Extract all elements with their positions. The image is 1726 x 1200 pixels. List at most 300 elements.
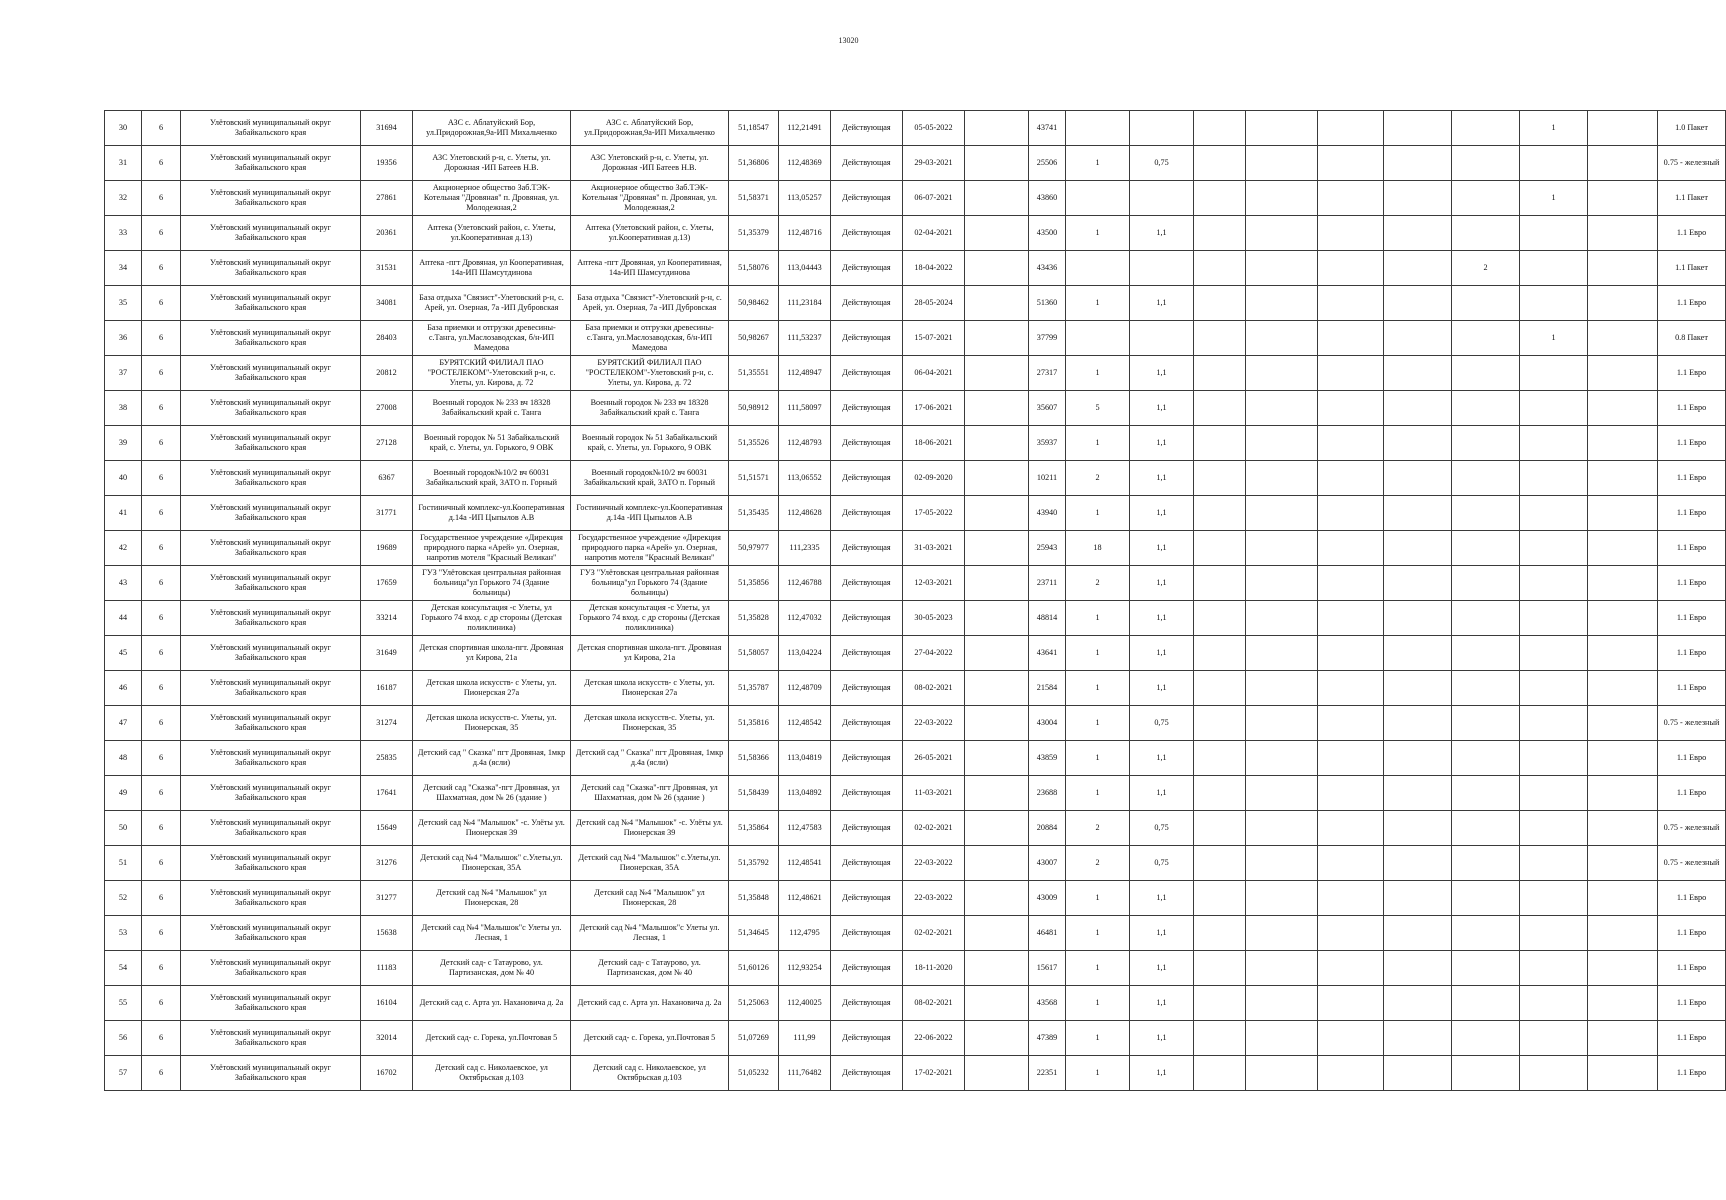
empty-cell [1194,1056,1246,1091]
object-name-cell: Детский сад- с Татаурово, ул. Партизанская, дом № 40 [413,951,571,986]
empty-cell [965,811,1029,846]
status-cell: Действующая [831,181,903,216]
site-code-cell: 43436 [1029,251,1066,286]
empty-cell [1384,391,1452,426]
longitude-cell: 112,48793 [779,426,831,461]
empty-cell [965,216,1029,251]
container-type-cell: 0.75 - железный [1658,846,1726,881]
container-count-cell: 1 [1066,1056,1130,1091]
empty-cell [1588,881,1658,916]
empty-cell [965,111,1029,146]
date-cell: 26-05-2021 [903,741,965,776]
site-code-cell: 35937 [1029,426,1066,461]
empty-cell [1246,181,1318,216]
empty-cell [1588,566,1658,601]
date-cell: 08-02-2021 [903,671,965,706]
container-count-cell: 1 [1066,951,1130,986]
empty-cell [1194,146,1246,181]
district-cell: Улётовский муниципальный округ Забайкальского края [181,671,361,706]
container-type-cell: 1.1 Евро [1658,216,1726,251]
empty-cell [1318,951,1384,986]
empty-cell [1384,706,1452,741]
empty-cell [1194,881,1246,916]
row-number-cell: 51 [105,846,142,881]
empty-cell [1246,426,1318,461]
zone-cell: 6 [142,566,181,601]
container-count-cell: 2 [1066,811,1130,846]
zone-cell: 6 [142,181,181,216]
extra-count-cell [1520,881,1588,916]
site-code-cell: 25506 [1029,146,1066,181]
object-address-cell: Детский сад " Сказка" пгт Дровяная, 1мкр д.4а (ясли) [571,741,729,776]
district-cell: Улётовский муниципальный округ Забайкальского края [181,636,361,671]
row-number-cell: 42 [105,531,142,566]
latitude-cell: 51,35379 [729,216,779,251]
district-cell: Улётовский муниципальный округ Забайкальского края [181,1056,361,1091]
longitude-cell: 111,23184 [779,286,831,321]
extra-count-cell [1520,916,1588,951]
site-code-cell: 48814 [1029,601,1066,636]
table-row [105,671,1726,706]
container-volume-cell: 0,75 [1130,706,1194,741]
longitude-cell: 113,04443 [779,251,831,286]
row-number-cell: 32 [105,181,142,216]
object-address-cell: Детский сад- с Татаурово, ул. Партизанская, дом № 40 [571,951,729,986]
row-number-cell: 47 [105,706,142,741]
container-type-cell: 1.1 Евро [1658,776,1726,811]
empty-cell [1246,811,1318,846]
extra-count-cell [1452,391,1520,426]
empty-cell [1318,916,1384,951]
district-cell: Улётовский муниципальный округ Забайкальского края [181,181,361,216]
table-row [105,251,1726,286]
extra-count-cell [1452,1021,1520,1056]
longitude-cell: 112,48709 [779,671,831,706]
object-address-cell: Детский сад №4 "Малышок" с.Улеты,ул. Пионерская, 35А [571,846,729,881]
empty-cell [965,321,1029,356]
district-cell: Улётовский муниципальный округ Забайкальского края [181,706,361,741]
container-count-cell: 1 [1066,356,1130,391]
container-volume-cell: 0,75 [1130,146,1194,181]
district-cell: Улётовский муниципальный округ Забайкальского края [181,566,361,601]
district-cell: Улётовский муниципальный округ Забайкальского края [181,111,361,146]
table-row [105,321,1726,356]
status-cell: Действующая [831,391,903,426]
longitude-cell: 113,05257 [779,181,831,216]
date-cell: 11-03-2021 [903,776,965,811]
extra-count-cell [1520,1021,1588,1056]
object-name-cell: Акционерное общество Заб.ТЭК-Котельная "Дровяная" п. Дровяная, ул. Молодежная,2 [413,181,571,216]
empty-cell [1246,461,1318,496]
empty-cell [1384,741,1452,776]
object-address-cell: Детский сад- с. Горека, ул.Почтовая 5 [571,1021,729,1056]
empty-cell [1384,286,1452,321]
empty-cell [1194,776,1246,811]
latitude-cell: 51,25063 [729,986,779,1021]
empty-cell [1384,111,1452,146]
zone-cell: 6 [142,776,181,811]
longitude-cell: 112,48947 [779,356,831,391]
extra-count-cell: 1 [1520,111,1588,146]
object-name-cell: ГУЗ "Улётовская центральная районная больница"ул Горького 74 (Здание больницы) [413,566,571,601]
zone-cell: 6 [142,356,181,391]
date-cell: 30-05-2023 [903,601,965,636]
empty-cell [1246,846,1318,881]
zone-cell: 6 [142,1021,181,1056]
extra-count-cell [1520,846,1588,881]
empty-cell [1246,881,1318,916]
extra-count-cell [1452,111,1520,146]
district-cell: Улётовский муниципальный округ Забайкальского края [181,251,361,286]
extra-count-cell [1520,496,1588,531]
empty-cell [965,251,1029,286]
empty-cell [1384,986,1452,1021]
row-number-cell: 41 [105,496,142,531]
object-address-cell: База приемки и отгрузки древесины-с.Танга, ул.Маслозаводская, б/н-ИП Мамедова [571,321,729,356]
site-code-cell: 43007 [1029,846,1066,881]
row-number-cell: 50 [105,811,142,846]
status-cell: Действующая [831,951,903,986]
container-type-cell: 1.1 Пакет [1658,181,1726,216]
container-count-cell: 2 [1066,461,1130,496]
empty-cell [965,636,1029,671]
object-name-cell: Детский сад №4 "Малышок"с Улеты ул. Лесная, 1 [413,916,571,951]
object-name-cell: Аптека (Улетовский район, с. Улеты, ул.Кооперативная д.13) [413,216,571,251]
row-number-cell: 38 [105,391,142,426]
date-cell: 02-04-2021 [903,216,965,251]
empty-cell [1588,496,1658,531]
row-number-cell: 36 [105,321,142,356]
empty-cell [1194,496,1246,531]
table-row [105,356,1726,391]
empty-cell [1384,356,1452,391]
extra-count-cell [1452,916,1520,951]
object-name-cell: База отдыха "Связист"-Улетовский р-н, с. Арей, ул. Озерная, 7а -ИП Дубровская [413,286,571,321]
longitude-cell: 112,93254 [779,951,831,986]
table-row [105,216,1726,251]
empty-cell [1194,531,1246,566]
object-address-cell: Детская консультация -с Улеты, ул Горького 74 вход. с др стороны (Детская поликлиника) [571,601,729,636]
table-row [105,496,1726,531]
object-address-cell: Военный городок№10/2 вч 60031 Забайкальский край, ЗАТО п. Горный [571,461,729,496]
object-id-cell: 27008 [361,391,413,426]
extra-count-cell [1452,181,1520,216]
date-cell: 08-02-2021 [903,986,965,1021]
container-type-cell: 1.1 Евро [1658,531,1726,566]
status-cell: Действующая [831,321,903,356]
container-volume-cell: 1,1 [1130,356,1194,391]
extra-count-cell [1452,881,1520,916]
district-cell: Улётовский муниципальный округ Забайкальского края [181,531,361,566]
object-address-cell: Гостиничный комплекс-ул.Кооперативная д.14а -ИП Цыпылов А.В [571,496,729,531]
district-cell: Улётовский муниципальный округ Забайкальского края [181,286,361,321]
container-volume-cell: 0,75 [1130,811,1194,846]
site-code-cell: 43641 [1029,636,1066,671]
longitude-cell: 112,48541 [779,846,831,881]
empty-cell [1384,846,1452,881]
empty-cell [1194,391,1246,426]
district-cell: Улётовский муниципальный округ Забайкальского края [181,951,361,986]
row-number-cell: 55 [105,986,142,1021]
empty-cell [1246,706,1318,741]
extra-count-cell [1452,461,1520,496]
empty-cell [1194,251,1246,286]
container-type-cell: 1.1 Евро [1658,671,1726,706]
extra-count-cell: 1 [1520,321,1588,356]
object-id-cell: 31771 [361,496,413,531]
status-cell: Действующая [831,1021,903,1056]
object-name-cell: Детская школа искусств-с. Улеты, ул. Пионерская, 35 [413,706,571,741]
table-row [105,916,1726,951]
empty-cell [1588,636,1658,671]
object-address-cell: Детский сад с. Арта ул. Нахановича д. 2а [571,986,729,1021]
latitude-cell: 51,35435 [729,496,779,531]
empty-cell [1194,601,1246,636]
empty-cell [1384,216,1452,251]
site-code-cell: 21584 [1029,671,1066,706]
site-code-cell: 22351 [1029,1056,1066,1091]
latitude-cell: 51,60126 [729,951,779,986]
row-number-cell: 56 [105,1021,142,1056]
container-volume-cell: 1,1 [1130,916,1194,951]
table-row [105,601,1726,636]
container-volume-cell [1130,111,1194,146]
date-cell: 28-05-2024 [903,286,965,321]
zone-cell: 6 [142,951,181,986]
container-volume-cell: 1,1 [1130,986,1194,1021]
object-name-cell: Детский сад "Сказка"-пгт Дровяная, ул Шахматная, дом № 26 (здание ) [413,776,571,811]
empty-cell [1384,181,1452,216]
empty-cell [1588,216,1658,251]
latitude-cell: 50,97977 [729,531,779,566]
empty-cell [1588,741,1658,776]
table-row [105,1056,1726,1091]
zone-cell: 6 [142,426,181,461]
object-id-cell: 15649 [361,811,413,846]
object-id-cell: 31274 [361,706,413,741]
object-address-cell: Военный городок № 51 Забайкальский край, с. Улеты, ул. Горького, 9 ОВК [571,426,729,461]
table-row [105,636,1726,671]
district-cell: Улётовский муниципальный округ Забайкальского края [181,986,361,1021]
empty-cell [1588,951,1658,986]
empty-cell [1588,601,1658,636]
object-name-cell: Гостиничный комплекс-ул.Кооперативная д.14а -ИП Цыпылов А.В [413,496,571,531]
container-count-cell: 1 [1066,496,1130,531]
object-id-cell: 16702 [361,1056,413,1091]
page-number: 13020 [838,36,859,45]
date-cell: 12-03-2021 [903,566,965,601]
empty-cell [1588,391,1658,426]
empty-cell [965,356,1029,391]
object-name-cell: АЗС Улетовский р-н, с. Улеты, ул. Дорожная -ИП Батеев Н.В. [413,146,571,181]
container-type-cell: 1.1 Евро [1658,741,1726,776]
empty-cell [1194,986,1246,1021]
site-code-cell: 43568 [1029,986,1066,1021]
extra-count-cell [1452,146,1520,181]
empty-cell [1588,426,1658,461]
site-code-cell: 35607 [1029,391,1066,426]
latitude-cell: 51,58439 [729,776,779,811]
longitude-cell: 111,53237 [779,321,831,356]
object-id-cell: 15638 [361,916,413,951]
container-count-cell: 1 [1066,286,1130,321]
row-number-cell: 54 [105,951,142,986]
zone-cell: 6 [142,286,181,321]
object-id-cell: 6367 [361,461,413,496]
extra-count-cell [1520,146,1588,181]
date-cell: 18-04-2022 [903,251,965,286]
container-volume-cell [1130,251,1194,286]
empty-cell [1246,1021,1318,1056]
zone-cell: 6 [142,706,181,741]
object-address-cell: АЗС Улетовский р-н, с. Улеты, ул. Дорожная -ИП Батеев Н.В. [571,146,729,181]
container-count-cell: 1 [1066,426,1130,461]
object-id-cell: 27128 [361,426,413,461]
table-row [105,776,1726,811]
empty-cell [965,426,1029,461]
table-row [105,286,1726,321]
object-address-cell: Детская спортивная школа-пгт. Дровяная ул Кирова, 21а [571,636,729,671]
object-name-cell: БУРЯТСКИЙ ФИЛИАЛ ПАО "РОСТЕЛЕКОМ"-Улетовский р-н, с. Улеты, ул. Кирова, д. 72 [413,356,571,391]
site-code-cell: 47389 [1029,1021,1066,1056]
empty-cell [1194,1021,1246,1056]
container-type-cell: 0.75 - железный [1658,146,1726,181]
district-cell: Улётовский муниципальный округ Забайкальского края [181,741,361,776]
container-type-cell: 1.1 Евро [1658,951,1726,986]
empty-cell [1588,461,1658,496]
site-code-cell: 43940 [1029,496,1066,531]
empty-cell [1384,601,1452,636]
longitude-cell: 112,48542 [779,706,831,741]
table-row [105,951,1726,986]
container-count-cell [1066,321,1130,356]
empty-cell [1194,951,1246,986]
table-row [105,881,1726,916]
object-name-cell: Государственное учреждение «Дирекция природного парка «Арей» ул. Озерная, напротив мотеля "Красный Великан" [413,531,571,566]
empty-cell [1318,566,1384,601]
table-row [105,181,1726,216]
zone-cell: 6 [142,741,181,776]
empty-cell [965,1056,1029,1091]
object-id-cell: 31694 [361,111,413,146]
latitude-cell: 51,35787 [729,671,779,706]
status-cell: Действующая [831,776,903,811]
date-cell: 06-04-2021 [903,356,965,391]
longitude-cell: 113,04224 [779,636,831,671]
zone-cell: 6 [142,146,181,181]
table-row [105,566,1726,601]
container-type-cell: 1.1 Евро [1658,986,1726,1021]
empty-cell [1384,671,1452,706]
object-id-cell: 19356 [361,146,413,181]
site-code-cell: 27317 [1029,356,1066,391]
longitude-cell: 112,21491 [779,111,831,146]
empty-cell [965,391,1029,426]
object-address-cell: Детский сад №4 "Малышок"с Улеты ул. Лесная, 1 [571,916,729,951]
empty-cell [1246,356,1318,391]
empty-cell [1194,671,1246,706]
empty-cell [1384,916,1452,951]
object-address-cell: Акционерное общество Заб.ТЭК-Котельная "Дровяная" п. Дровяная, ул. Молодежная,2 [571,181,729,216]
container-count-cell: 1 [1066,636,1130,671]
object-id-cell: 11183 [361,951,413,986]
empty-cell [1384,566,1452,601]
empty-cell [1318,391,1384,426]
empty-cell [1194,846,1246,881]
table-row [105,111,1726,146]
date-cell: 05-05-2022 [903,111,965,146]
object-name-cell: Детская консультация -с Улеты, ул Горького 74 вход. с др стороны (Детская поликлиника) [413,601,571,636]
status-cell: Действующая [831,566,903,601]
empty-cell [965,741,1029,776]
empty-cell [1384,951,1452,986]
date-cell: 15-07-2021 [903,321,965,356]
status-cell: Действующая [831,531,903,566]
container-type-cell: 1.1 Евро [1658,426,1726,461]
date-cell: 18-11-2020 [903,951,965,986]
extra-count-cell [1520,461,1588,496]
latitude-cell: 51,07269 [729,1021,779,1056]
container-volume-cell [1130,321,1194,356]
empty-cell [1318,531,1384,566]
row-number-cell: 40 [105,461,142,496]
row-number-cell: 49 [105,776,142,811]
empty-cell [965,671,1029,706]
extra-count-cell [1452,566,1520,601]
container-volume-cell: 1,1 [1130,1021,1194,1056]
empty-cell [1588,146,1658,181]
extra-count-cell [1452,426,1520,461]
empty-cell [1318,286,1384,321]
district-cell: Улётовский муниципальный округ Забайкальского края [181,1021,361,1056]
registry-body [105,111,1726,1091]
latitude-cell: 51,35856 [729,566,779,601]
date-cell: 02-02-2021 [903,916,965,951]
container-volume-cell: 0,75 [1130,846,1194,881]
longitude-cell: 112,4795 [779,916,831,951]
longitude-cell: 111,76482 [779,1056,831,1091]
container-volume-cell: 1,1 [1130,496,1194,531]
table-row [105,146,1726,181]
empty-cell [965,601,1029,636]
object-name-cell: Детский сад №4 "Малышок" с.Улеты,ул. Пионерская, 35А [413,846,571,881]
object-name-cell: Детский сад с. Николаевское, ул Октябрьская д.103 [413,1056,571,1091]
empty-cell [1194,426,1246,461]
latitude-cell: 51,58057 [729,636,779,671]
district-cell: Улётовский муниципальный округ Забайкальского края [181,811,361,846]
container-count-cell [1066,181,1130,216]
container-count-cell: 1 [1066,986,1130,1021]
object-address-cell: Аптека (Улетовский район, с. Улеты, ул.Кооперативная д.13) [571,216,729,251]
container-count-cell: 1 [1066,601,1130,636]
container-type-cell: 1.1 Евро [1658,916,1726,951]
extra-count-cell [1452,286,1520,321]
container-count-cell: 1 [1066,776,1130,811]
zone-cell: 6 [142,531,181,566]
object-name-cell: Детский сад- с. Горека, ул.Почтовая 5 [413,1021,571,1056]
latitude-cell: 51,35816 [729,706,779,741]
empty-cell [1246,531,1318,566]
district-cell: Улётовский муниципальный округ Забайкальского края [181,601,361,636]
table-row [105,1021,1726,1056]
empty-cell [1588,986,1658,1021]
container-count-cell [1066,111,1130,146]
empty-cell [1194,636,1246,671]
object-address-cell: Детский сад с. Николаевское, ул Октябрьская д.103 [571,1056,729,1091]
longitude-cell: 111,58097 [779,391,831,426]
empty-cell [1194,286,1246,321]
object-address-cell: Детская школа искусств-с. Улеты, ул. Пионерская, 35 [571,706,729,741]
